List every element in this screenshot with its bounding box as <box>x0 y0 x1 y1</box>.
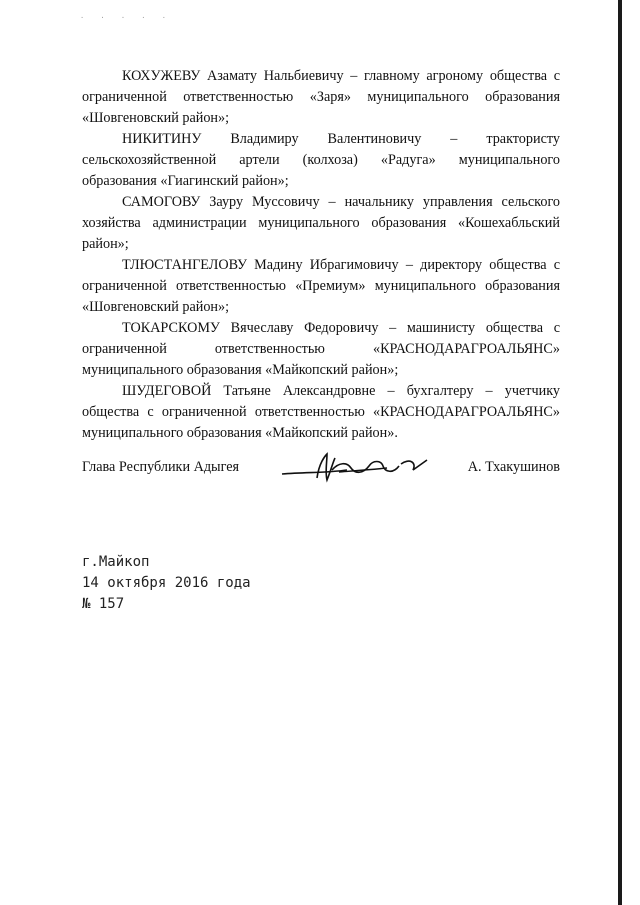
scan-page-edge <box>618 0 622 905</box>
document-body <box>82 66 560 444</box>
signatory-title: Глава Республики Адыгея <box>82 459 240 475</box>
paragraph-shudegova: ШУДЕГОВОЙ Татьяне Александровне – бухгалтеру – учетчику общества с ограниченной ответственностью «КРАСНОДАРАГРОАЛЬЯНС» муниципального образования «Майкопский район». <box>82 383 560 441</box>
footer-city: г.Майкоп <box>82 554 150 570</box>
paragraph-samogov: САМОГОВУ Зауру Муссовичу – начальнику управления сельского хозяйства администрации муниципального образования «Кошехабльский район»; <box>82 194 560 252</box>
scan-noise: · · · · · <box>80 14 172 22</box>
footer-date: 14 октября 2016 года <box>82 575 251 591</box>
paragraph-kokhuzhev: КОХУЖЕВУ Азамату Нальбиевичу – главному агроному общества с ограниченной ответственностью «Заря» муниципального образования «Шовгеновский район»; <box>82 68 560 126</box>
document-footer <box>82 552 251 615</box>
paragraph-tokarsky: ТОКАРСКОМУ Вячеславу Федоровичу – машинисту общества с ограниченной ответственностью «КРАСНОДАРАГРОАЛЬЯНС» муниципального образования «Майкопский район»; <box>82 320 560 378</box>
signatory-name: А. Тхакушинов <box>467 459 560 475</box>
handwritten-signature <box>277 448 437 488</box>
signature-block <box>82 456 560 486</box>
paragraph-nikitin: НИКИТИНУ Владимиру Валентиновичу – трактористу сельскохозяйственной артели (колхоза) «Радуга» муниципального образования «Гиагинский район»; <box>82 131 560 189</box>
paragraph-tlyustangelov: ТЛЮСТАНГЕЛОВУ Мадину Ибрагимовичу – директору общества с ограниченной ответственностью «Премиум» муниципального образования «Шовгеновский район»; <box>82 257 560 315</box>
footer-number: № 157 <box>82 596 125 612</box>
